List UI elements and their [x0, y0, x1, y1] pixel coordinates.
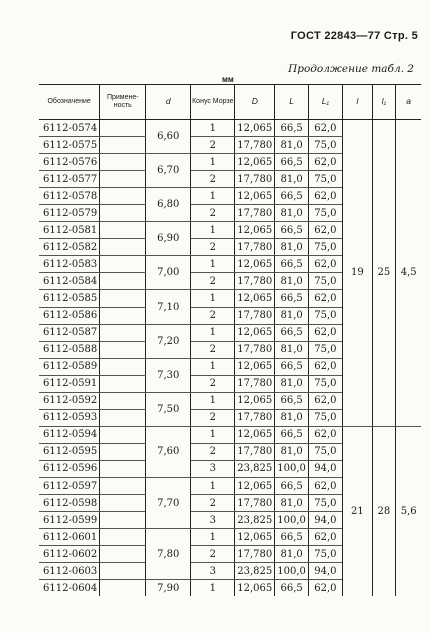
- d-cell: 7,70: [146, 477, 191, 528]
- L-cell: 66,5: [275, 580, 309, 597]
- L-cell: 81,0: [275, 273, 309, 290]
- L-cell: 81,0: [275, 495, 309, 512]
- morse-taper-cell: 1: [191, 256, 235, 273]
- L-cell: 66,5: [275, 120, 309, 137]
- applicability-cell: [100, 273, 146, 290]
- D-cell: 12,065: [235, 324, 275, 341]
- applicability-cell: [100, 495, 146, 512]
- designation-cell: 6112-0603: [39, 563, 100, 580]
- D-cell: 12,065: [235, 580, 275, 597]
- applicability-cell: [100, 580, 146, 597]
- D-cell: 17,780: [235, 137, 275, 154]
- L-cell: 81,0: [275, 443, 309, 460]
- d-cell: 7,20: [146, 324, 191, 358]
- L1-cell: 62,0: [308, 580, 342, 597]
- designation-cell: 6112-0587: [39, 324, 100, 341]
- L-cell: 66,5: [275, 154, 309, 171]
- L1-cell: 75,0: [308, 171, 342, 188]
- L1-cell: 62,0: [308, 222, 342, 239]
- col-header-d: d: [146, 85, 191, 120]
- D-cell: 17,780: [235, 443, 275, 460]
- morse-taper-cell: 2: [191, 341, 235, 358]
- D-cell: 23,825: [235, 563, 275, 580]
- d-cell: 7,50: [146, 392, 191, 426]
- morse-taper-cell: 1: [191, 477, 235, 494]
- D-cell: 17,780: [235, 205, 275, 222]
- L1-cell: 62,0: [308, 529, 342, 546]
- table-header-row: [39, 85, 421, 120]
- morse-taper-cell: 1: [191, 426, 235, 443]
- designation-cell: 6112-0598: [39, 495, 100, 512]
- D-cell: 17,780: [235, 546, 275, 563]
- morse-taper-cell: 2: [191, 137, 235, 154]
- applicability-cell: [100, 426, 146, 443]
- L1-cell: 94,0: [308, 563, 342, 580]
- d-cell: 7,60: [146, 426, 191, 477]
- L-cell: 81,0: [275, 171, 309, 188]
- L1-cell: 62,0: [308, 120, 342, 137]
- D-cell: 12,065: [235, 120, 275, 137]
- a-cell: 4,5: [395, 120, 421, 427]
- designation-cell: 6112-0595: [39, 443, 100, 460]
- morse-taper-cell: 1: [191, 120, 235, 137]
- designation-cell: 6112-0585: [39, 290, 100, 307]
- applicability-cell: [100, 375, 146, 392]
- L1-cell: 75,0: [308, 375, 342, 392]
- L-cell: 81,0: [275, 205, 309, 222]
- morse-taper-cell: 1: [191, 324, 235, 341]
- D-cell: 17,780: [235, 375, 275, 392]
- D-cell: 17,780: [235, 239, 275, 256]
- morse-taper-cell: 2: [191, 495, 235, 512]
- applicability-cell: [100, 290, 146, 307]
- morse-taper-cell: 1: [191, 154, 235, 171]
- D-cell: 12,065: [235, 392, 275, 409]
- applicability-cell: [100, 529, 146, 546]
- morse-taper-cell: 1: [191, 290, 235, 307]
- D-cell: 12,065: [235, 290, 275, 307]
- d-cell: 7,30: [146, 358, 191, 392]
- designation-cell: 6112-0591: [39, 375, 100, 392]
- L-cell: 66,5: [275, 324, 309, 341]
- L1-cell: 94,0: [308, 460, 342, 477]
- col-header-D: D: [235, 85, 275, 120]
- col-header-a: a: [395, 85, 421, 120]
- L1-cell: 75,0: [308, 409, 342, 426]
- L-cell: 66,5: [275, 222, 309, 239]
- applicability-cell: [100, 171, 146, 188]
- applicability-cell: [100, 137, 146, 154]
- col-header-designation: Обозначение: [39, 85, 100, 120]
- L-cell: 81,0: [275, 137, 309, 154]
- col-header-l: l: [342, 85, 372, 120]
- morse-taper-cell: 2: [191, 171, 235, 188]
- morse-taper-cell: 1: [191, 358, 235, 375]
- applicability-cell: [100, 460, 146, 477]
- L1-cell: 94,0: [308, 512, 342, 529]
- col-header-L: L: [275, 85, 309, 120]
- l-cell: 19: [342, 120, 372, 427]
- morse-taper-cell: 2: [191, 443, 235, 460]
- D-cell: 12,065: [235, 154, 275, 171]
- designation-cell: 6112-0578: [39, 188, 100, 205]
- morse-taper-cell: 2: [191, 307, 235, 324]
- L1-cell: 75,0: [308, 273, 342, 290]
- L-cell: 66,5: [275, 392, 309, 409]
- applicability-cell: [100, 443, 146, 460]
- table-row: [39, 426, 421, 443]
- applicability-cell: [100, 188, 146, 205]
- morse-taper-cell: 3: [191, 512, 235, 529]
- L-cell: 66,5: [275, 477, 309, 494]
- L1-cell: 62,0: [308, 477, 342, 494]
- D-cell: 12,065: [235, 529, 275, 546]
- col-header-L1: L₁: [308, 85, 342, 120]
- d-cell: 6,60: [146, 120, 191, 154]
- D-cell: 23,825: [235, 512, 275, 529]
- L-cell: 100,0: [275, 563, 309, 580]
- d-cell: 7,10: [146, 290, 191, 324]
- L1-cell: 75,0: [308, 341, 342, 358]
- L1-cell: 62,0: [308, 358, 342, 375]
- L-cell: 66,5: [275, 256, 309, 273]
- applicability-cell: [100, 324, 146, 341]
- L-cell: 81,0: [275, 307, 309, 324]
- applicability-cell: [100, 409, 146, 426]
- applicability-cell: [100, 546, 146, 563]
- L-cell: 66,5: [275, 358, 309, 375]
- L1-cell: 62,0: [308, 188, 342, 205]
- L-cell: 81,0: [275, 546, 309, 563]
- L1-cell: 62,0: [308, 290, 342, 307]
- morse-taper-cell: 2: [191, 375, 235, 392]
- L1-cell: 75,0: [308, 495, 342, 512]
- L1-cell: 75,0: [308, 443, 342, 460]
- D-cell: 17,780: [235, 171, 275, 188]
- d-cell: 6,90: [146, 222, 191, 256]
- a-cell: 5,6: [395, 426, 421, 596]
- designation-cell: 6112-0588: [39, 341, 100, 358]
- morse-taper-cell: 2: [191, 239, 235, 256]
- D-cell: 12,065: [235, 358, 275, 375]
- L-cell: 66,5: [275, 529, 309, 546]
- D-cell: 17,780: [235, 495, 275, 512]
- morse-taper-cell: 2: [191, 205, 235, 222]
- applicability-cell: [100, 120, 146, 137]
- D-cell: 12,065: [235, 188, 275, 205]
- designation-cell: 6112-0592: [39, 392, 100, 409]
- L-cell: 81,0: [275, 341, 309, 358]
- designation-cell: 6112-0604: [39, 580, 100, 597]
- col-header-applicability: Примене-ность: [100, 85, 146, 120]
- morse-taper-cell: 1: [191, 529, 235, 546]
- morse-taper-cell: 2: [191, 546, 235, 563]
- morse-taper-cell: 1: [191, 580, 235, 597]
- L1-cell: 75,0: [308, 205, 342, 222]
- L1-cell: 75,0: [308, 546, 342, 563]
- designation-cell: 6112-0586: [39, 307, 100, 324]
- D-cell: 12,065: [235, 426, 275, 443]
- designation-cell: 6112-0597: [39, 477, 100, 494]
- l-cell: 21: [342, 426, 372, 596]
- morse-taper-cell: 3: [191, 563, 235, 580]
- table-continuation-label: Продолжение табл. 2: [288, 63, 414, 75]
- L1-cell: 62,0: [308, 324, 342, 341]
- designation-cell: 6112-0596: [39, 460, 100, 477]
- D-cell: 17,780: [235, 307, 275, 324]
- applicability-cell: [100, 256, 146, 273]
- L1-cell: 75,0: [308, 137, 342, 154]
- applicability-cell: [100, 477, 146, 494]
- d-cell: 7,80: [146, 529, 191, 580]
- D-cell: 12,065: [235, 256, 275, 273]
- l1-cell: 28: [372, 426, 395, 596]
- l1-cell: 25: [372, 120, 395, 427]
- designation-cell: 6112-0579: [39, 205, 100, 222]
- L-cell: 100,0: [275, 512, 309, 529]
- d-cell: 7,90: [146, 580, 191, 597]
- table-row: [39, 120, 421, 137]
- designation-cell: 6112-0599: [39, 512, 100, 529]
- L-cell: 100,0: [275, 460, 309, 477]
- designation-cell: 6112-0583: [39, 256, 100, 273]
- morse-taper-cell: 1: [191, 222, 235, 239]
- unit-label: мм: [222, 75, 234, 84]
- L-cell: 66,5: [275, 188, 309, 205]
- col-header-morse-taper: Конус Морзе: [191, 85, 235, 120]
- applicability-cell: [100, 512, 146, 529]
- applicability-cell: [100, 205, 146, 222]
- morse-taper-cell: 2: [191, 409, 235, 426]
- D-cell: 17,780: [235, 341, 275, 358]
- D-cell: 12,065: [235, 477, 275, 494]
- col-header-l1: l₁: [372, 85, 395, 120]
- morse-taper-cell: 3: [191, 460, 235, 477]
- L1-cell: 75,0: [308, 307, 342, 324]
- L-cell: 81,0: [275, 409, 309, 426]
- morse-taper-cell: 1: [191, 188, 235, 205]
- applicability-cell: [100, 341, 146, 358]
- applicability-cell: [100, 358, 146, 375]
- designation-cell: 6112-0576: [39, 154, 100, 171]
- designation-cell: 6112-0601: [39, 529, 100, 546]
- designation-cell: 6112-0584: [39, 273, 100, 290]
- designation-cell: 6112-0577: [39, 171, 100, 188]
- designation-cell: 6112-0574: [39, 120, 100, 137]
- D-cell: 17,780: [235, 273, 275, 290]
- L-cell: 66,5: [275, 290, 309, 307]
- D-cell: 23,825: [235, 460, 275, 477]
- designation-cell: 6112-0581: [39, 222, 100, 239]
- designation-cell: 6112-0593: [39, 409, 100, 426]
- applicability-cell: [100, 563, 146, 580]
- applicability-cell: [100, 239, 146, 256]
- designation-cell: 6112-0594: [39, 426, 100, 443]
- parts-table: [39, 84, 421, 596]
- morse-taper-cell: 1: [191, 392, 235, 409]
- d-cell: 6,80: [146, 188, 191, 222]
- D-cell: 12,065: [235, 222, 275, 239]
- applicability-cell: [100, 222, 146, 239]
- L-cell: 66,5: [275, 426, 309, 443]
- applicability-cell: [100, 154, 146, 171]
- D-cell: 17,780: [235, 409, 275, 426]
- designation-cell: 6112-0602: [39, 546, 100, 563]
- L1-cell: 75,0: [308, 239, 342, 256]
- L1-cell: 62,0: [308, 154, 342, 171]
- L-cell: 81,0: [275, 375, 309, 392]
- L1-cell: 62,0: [308, 392, 342, 409]
- morse-taper-cell: 2: [191, 273, 235, 290]
- d-cell: 6,70: [146, 154, 191, 188]
- designation-cell: 6112-0589: [39, 358, 100, 375]
- designation-cell: 6112-0582: [39, 239, 100, 256]
- L1-cell: 62,0: [308, 426, 342, 443]
- applicability-cell: [100, 307, 146, 324]
- d-cell: 7,00: [146, 256, 191, 290]
- page-header: ГОСТ 22843—77 Стр. 5: [290, 30, 418, 42]
- designation-cell: 6112-0575: [39, 137, 100, 154]
- L-cell: 81,0: [275, 239, 309, 256]
- applicability-cell: [100, 392, 146, 409]
- L1-cell: 62,0: [308, 256, 342, 273]
